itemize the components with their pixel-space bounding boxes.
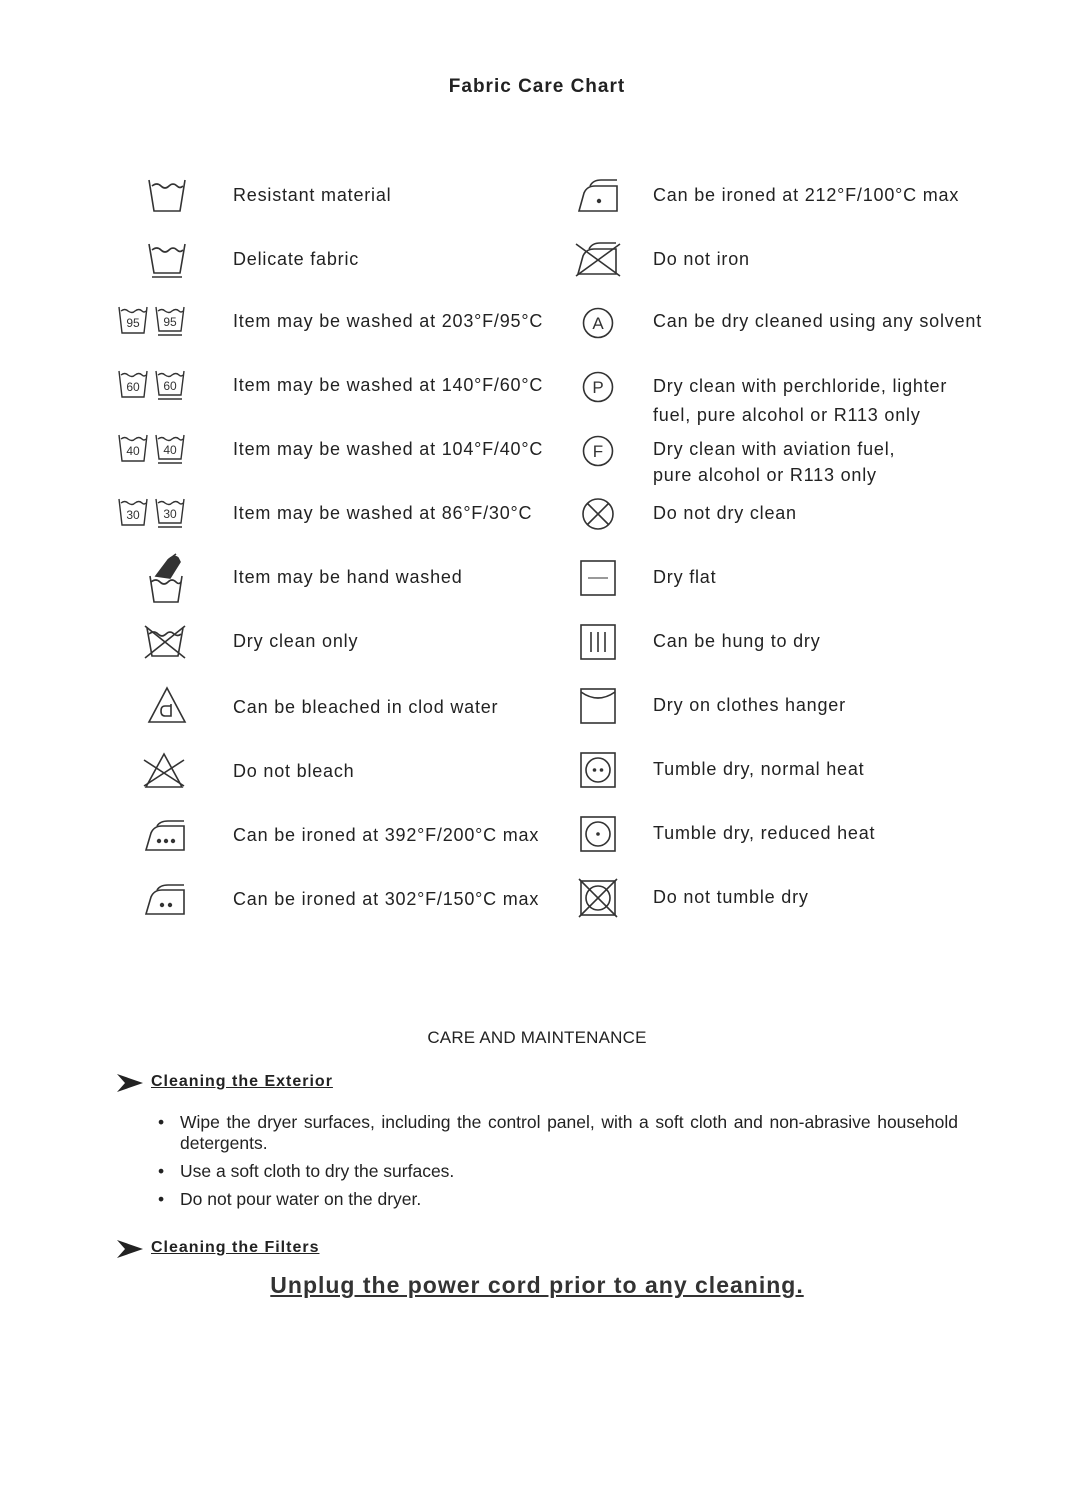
care-label: Item may be washed at 104°F/40°C	[233, 439, 544, 459]
hang-dry-icon	[580, 624, 616, 660]
care-label: Dry clean with aviation fuel, pure alcohol or R113 only	[653, 439, 896, 485]
arrow-bullet-icon	[116, 1073, 144, 1098]
page-title: Fabric Care Chart	[448, 76, 626, 97]
wash-30-icon	[118, 497, 188, 529]
care-label: Dry on clothes hanger	[653, 695, 846, 715]
do-not-bleach-icon	[142, 750, 186, 790]
care-label: Dry clean with perchloride, lighter fuel, pure alcohol or R113 only	[653, 376, 948, 425]
filters-heading-label: Cleaning the Filters	[151, 1239, 320, 1256]
letter-text: A	[592, 314, 604, 333]
list-item: • Use a soft cloth to dry the surfaces.	[158, 1161, 455, 1181]
temp-text: 40	[163, 443, 177, 457]
care-label: Can be dry cleaned using any solvent	[653, 311, 982, 331]
wash-tub-icon	[148, 176, 186, 214]
temp-text: 30	[163, 507, 177, 521]
list-item: • Do not pour water on the dryer.	[158, 1189, 422, 1209]
temp-text: 30	[126, 508, 140, 522]
bullet-text: Do not pour water on the dryer.	[180, 1189, 422, 1209]
care-label: Do not bleach	[233, 761, 355, 781]
temp-text: 60	[163, 379, 177, 393]
do-not-dry-clean-icon	[581, 497, 615, 531]
clothes-hanger-dry-icon	[580, 688, 616, 724]
care-label: Can be ironed at 302°F/150°C max	[233, 889, 540, 909]
care-label: Can be ironed at 392°F/200°C max	[233, 825, 540, 845]
iron-three-dots-icon	[144, 818, 188, 852]
do-not-wash-icon	[144, 624, 186, 660]
temp-text: 40	[126, 444, 140, 458]
temp-text: 60	[126, 380, 140, 394]
tumble-dry-normal-icon	[580, 752, 616, 788]
care-label: Do not dry clean	[653, 503, 797, 523]
care-label: Item may be washed at 203°F/95°C	[233, 311, 544, 331]
care-label: Dry flat	[653, 567, 717, 587]
iron-two-dots-icon	[144, 882, 188, 916]
letter-text: F	[592, 442, 604, 461]
iron-one-dot-icon	[577, 176, 621, 214]
bullet-text: Wipe the dryer surfaces, including the control panel, with a soft cloth and non-abrasive household detergents.	[180, 1112, 958, 1153]
do-not-tumble-dry-icon	[578, 878, 618, 918]
care-label: Can be bleached in clod water	[233, 697, 499, 717]
bullet-text: Use a soft cloth to dry the surfaces.	[180, 1161, 455, 1181]
warning-text: Unplug the power cord prior to any cleaning.	[270, 1272, 804, 1298]
care-label: Can be ironed at 212°F/100°C max	[653, 185, 960, 205]
hand-wash-icon	[146, 552, 186, 604]
care-label: Item may be hand washed	[233, 567, 463, 587]
do-not-iron-icon	[575, 240, 621, 278]
exterior-bullet-list	[158, 1112, 958, 1217]
letter-text: P	[592, 378, 604, 397]
care-label: Item may be washed at 140°F/60°C	[233, 375, 544, 395]
tumble-dry-reduced-icon	[580, 816, 616, 852]
care-label: Dry clean only	[233, 631, 359, 651]
wash-60-icon	[118, 369, 188, 401]
bleach-triangle-icon	[148, 686, 186, 724]
dry-clean-f-icon	[582, 435, 614, 467]
care-label: Delicate fabric	[233, 249, 360, 269]
care-label: Can be hung to dry	[653, 631, 821, 651]
list-item: • Wipe the dryer surfaces, including the control panel, with a soft cloth and non-abrasive household detergents.	[158, 1112, 958, 1153]
temp-text: 95	[126, 316, 140, 330]
care-label: Item may be washed at 86°F/30°C	[233, 503, 533, 523]
exterior-heading-label: Cleaning the Exterior	[151, 1073, 333, 1090]
care-label: Tumble dry, normal heat	[653, 759, 865, 779]
care-label: Tumble dry, reduced heat	[653, 823, 876, 843]
care-label: Do not iron	[653, 249, 750, 269]
care-label: Do not tumble dry	[653, 887, 809, 907]
dry-clean-p-icon	[582, 371, 614, 403]
wash-40-icon	[118, 433, 188, 465]
dry-flat-icon	[580, 560, 616, 596]
arrow-bullet-icon	[116, 1239, 144, 1264]
section-title: CARE AND MAINTENANCE	[427, 1028, 647, 1047]
care-label: Resistant material	[233, 185, 392, 205]
dry-clean-a-icon	[582, 307, 614, 339]
temp-text: 95	[163, 315, 177, 329]
wash-95-icon	[118, 305, 188, 337]
wash-tub-delicate-icon	[148, 240, 186, 278]
